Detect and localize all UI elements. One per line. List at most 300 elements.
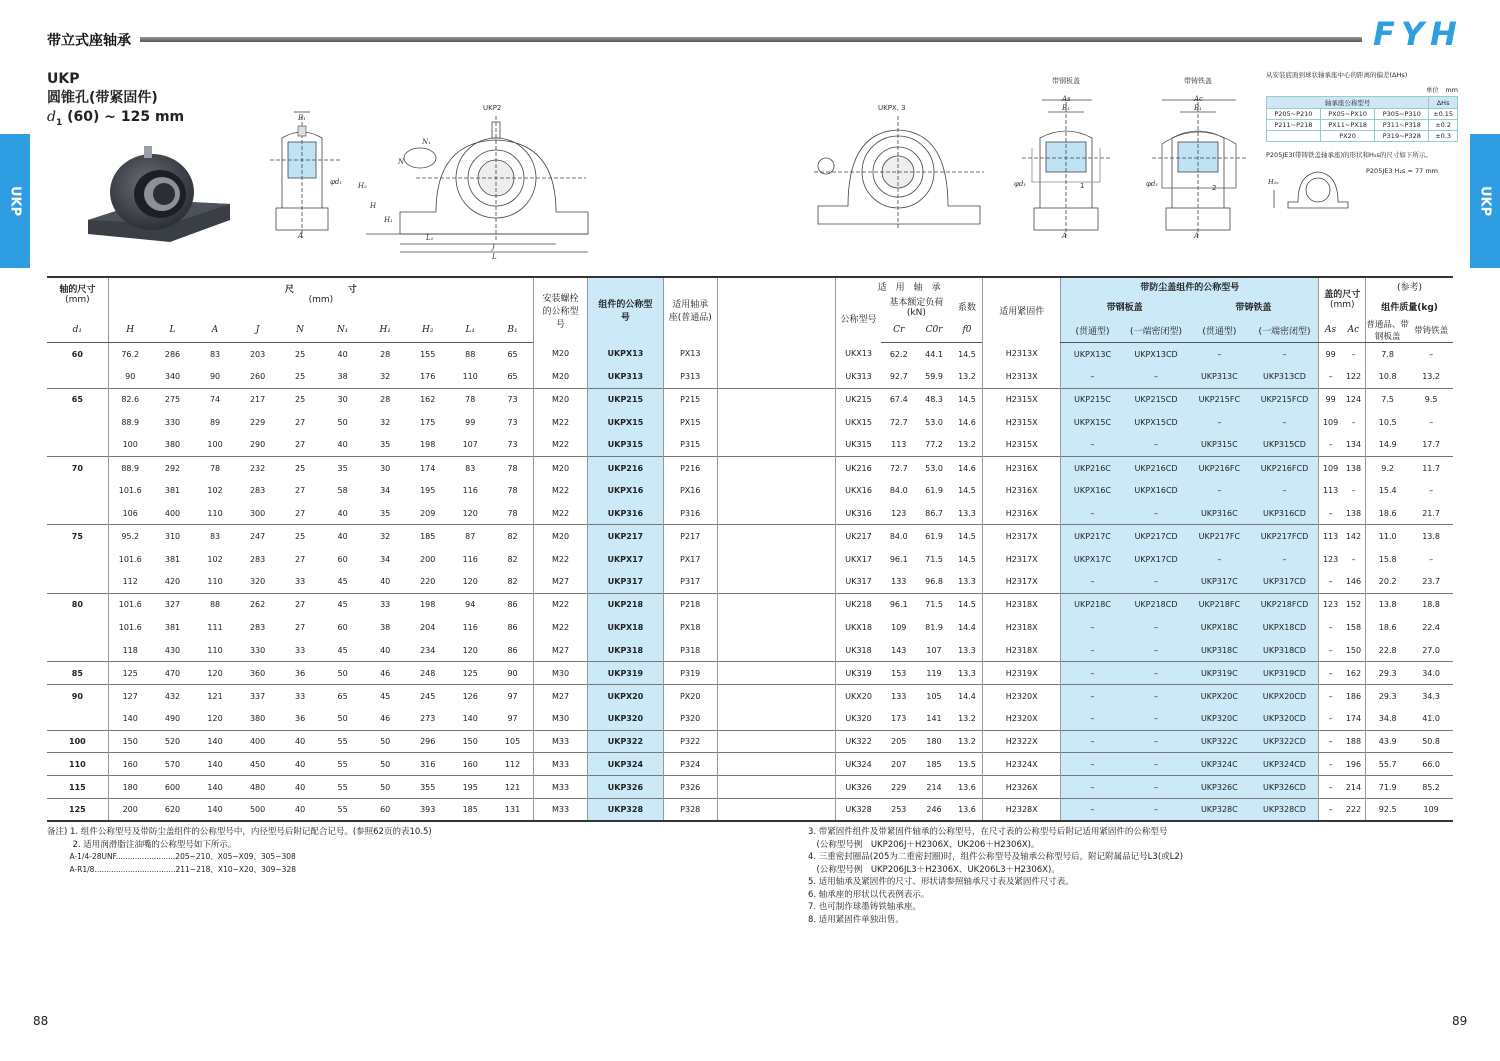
table-cell: 21.7 bbox=[1422, 508, 1440, 518]
table-cell: PX13 bbox=[663, 343, 717, 366]
table-cell: – bbox=[1250, 479, 1318, 502]
table-cell: UK315 bbox=[835, 434, 881, 457]
blank-cell bbox=[717, 434, 835, 457]
table-cell: 33 bbox=[278, 684, 322, 707]
table-cell: 58 bbox=[337, 486, 348, 496]
table-cell: 185 bbox=[448, 798, 492, 821]
table-cell: 286 bbox=[164, 349, 181, 359]
table-cell: UKPX18C bbox=[1188, 616, 1250, 639]
table-cell: H2317X bbox=[983, 525, 1061, 548]
table-cell: UKP217 bbox=[588, 525, 664, 548]
table-row bbox=[47, 662, 1453, 685]
table-cell: UKP217CD bbox=[1124, 525, 1188, 548]
table-cell: P328 bbox=[663, 798, 717, 821]
table-cell: 120 bbox=[462, 508, 478, 518]
table-cell: 13.3 bbox=[958, 577, 976, 587]
table-cell: 134 bbox=[1345, 440, 1362, 450]
blank-cell bbox=[717, 548, 835, 571]
table-cell: 13.2 bbox=[952, 730, 983, 753]
table-cell: 86 bbox=[507, 645, 518, 655]
th-mm: (mm) bbox=[65, 295, 90, 305]
table-cell: UKP324C bbox=[1188, 753, 1250, 776]
table-cell: 50.8 bbox=[1409, 730, 1453, 753]
table-cell: – bbox=[1319, 753, 1342, 776]
table-cell: 150 bbox=[108, 730, 152, 753]
table-cell: 83 bbox=[209, 349, 221, 359]
table-row bbox=[47, 343, 1453, 366]
table-cell: 88.9 bbox=[108, 456, 152, 479]
table-cell: 160 bbox=[448, 753, 492, 776]
table-cell: – bbox=[1124, 798, 1188, 821]
table-cell: UKP216C bbox=[1061, 456, 1124, 479]
table-cell: 35 bbox=[380, 508, 391, 518]
table-cell: 381 bbox=[164, 486, 181, 496]
table-cell: 25 bbox=[295, 371, 306, 381]
table-cell: 96.1 bbox=[889, 554, 908, 564]
deflection-title: 从安装底面到球状轴承座中心的距离的偏差(ΔHs) bbox=[1266, 71, 1408, 79]
table-cell: – bbox=[1319, 502, 1342, 525]
table-cell: M20 bbox=[534, 456, 588, 479]
th-coef: 系数 bbox=[957, 303, 976, 313]
table-cell: 109 bbox=[1319, 411, 1342, 434]
table-cell: P316 bbox=[663, 502, 717, 525]
table-cell: 174 bbox=[1345, 713, 1362, 723]
table-cell: H2315X bbox=[983, 434, 1061, 457]
table-cell: 125 bbox=[108, 662, 152, 685]
table-cell: 146 bbox=[1345, 577, 1362, 587]
th-sym-h2: H₂ bbox=[407, 318, 449, 343]
table-cell: UKP316 bbox=[588, 502, 664, 525]
table-cell: 78 bbox=[492, 456, 534, 479]
table-cell: 84.0 bbox=[889, 486, 908, 496]
table-cell: 84.0 bbox=[881, 525, 916, 548]
label-cast-cover: 带铸铁盖 bbox=[1184, 77, 1212, 85]
table-cell: H2326X bbox=[983, 776, 1061, 799]
deflection-note: P205JE3(带铸铁盖轴承座)的形状和H₂s的尺寸如下所示。 bbox=[1266, 151, 1432, 159]
table-cell: – bbox=[1250, 548, 1318, 571]
table-cell: 380 bbox=[164, 440, 181, 450]
table-cell: 101.6 bbox=[108, 593, 152, 616]
table-cell: 13.2 bbox=[958, 440, 976, 450]
table-cell: 50 bbox=[363, 776, 407, 799]
table-cell: 450 bbox=[237, 753, 279, 776]
table-cell: UKPX18 bbox=[588, 616, 664, 639]
table-cell: 490 bbox=[164, 713, 181, 723]
table-cell: UKPX13C bbox=[1061, 343, 1124, 366]
table-cell: 17.7 bbox=[1422, 440, 1440, 450]
table-cell: 18.6 bbox=[1366, 616, 1410, 639]
table-cell: PX20 bbox=[663, 684, 717, 707]
lbl-h2: H₂ bbox=[358, 182, 367, 190]
table-cell: M20 bbox=[534, 388, 588, 411]
table-row bbox=[47, 479, 1453, 502]
table-cell: M33 bbox=[534, 798, 588, 821]
table-cell: UKPX17C bbox=[1061, 548, 1124, 571]
table-cell: P322 bbox=[663, 730, 717, 753]
table-cell: 246 bbox=[916, 798, 951, 821]
table-cell: UKPX20 bbox=[588, 684, 664, 707]
table-cell: 41.0 bbox=[1422, 713, 1440, 723]
table-cell: – bbox=[1319, 798, 1342, 821]
table-cell: 10.5 bbox=[1366, 411, 1410, 434]
table-cell: – bbox=[1351, 417, 1356, 427]
table-row bbox=[47, 593, 1453, 616]
deflection-table bbox=[1266, 96, 1458, 142]
table-cell: 86 bbox=[492, 593, 534, 616]
table-cell: UKP215CD bbox=[1124, 388, 1188, 411]
table-cell: UKP317CD bbox=[1250, 570, 1318, 593]
table-cell: 232 bbox=[237, 456, 279, 479]
deflection-panel bbox=[1266, 70, 1458, 175]
deflection-row: P205~P210 PX05~PX10 P305~P310 ±0.15 bbox=[1267, 109, 1458, 120]
notes-left: 备注) 1. 组件公称型号及带防尘盖组件的公称型号中，内径型号后附记配合记号。(参照62页的表10.5) 2. 适用润滑脂注油嘴的公称型号如下所示。 A-1/4-28UNF.........................205~210、X05~X09、305~308 A-R1/8..................................211~218、X10~X20、309~328 bbox=[47, 827, 432, 874]
table-cell: 245 bbox=[407, 684, 449, 707]
table-cell: – bbox=[1319, 730, 1342, 753]
table-cell: – bbox=[1124, 434, 1188, 457]
table-cell: UKP324CD bbox=[1250, 753, 1318, 776]
th-dims-mm: (mm) bbox=[108, 295, 533, 318]
table-cell: 310 bbox=[152, 525, 194, 548]
table-cell: UKP317 bbox=[588, 570, 664, 593]
table-cell: 71.5 bbox=[925, 554, 943, 564]
table-cell: 140 bbox=[193, 798, 237, 821]
table-cell: 75 bbox=[47, 525, 108, 548]
table-cell: 90 bbox=[47, 684, 108, 707]
table-cell: 82 bbox=[492, 525, 534, 548]
table-cell: 40 bbox=[278, 776, 322, 799]
table-cell: UKP218FCD bbox=[1250, 593, 1318, 616]
table-cell: 118 bbox=[108, 639, 152, 662]
table-cell: 430 bbox=[164, 645, 181, 655]
th-sym-n1: N₁ bbox=[322, 318, 364, 343]
table-cell: – bbox=[1061, 707, 1124, 730]
table-cell: 65 bbox=[47, 388, 108, 411]
table-cell: 80 bbox=[47, 593, 108, 616]
table-cell: UKP319 bbox=[588, 662, 664, 685]
table-cell: 22.8 bbox=[1366, 639, 1410, 662]
table-cell: 73 bbox=[507, 440, 518, 450]
table-cell: 40 bbox=[337, 440, 348, 450]
table-cell: P218 bbox=[663, 593, 717, 616]
th-sym-f0: f0 bbox=[952, 318, 983, 343]
table-cell: UKP320 bbox=[588, 707, 664, 730]
lbl-b1-side: B₁ bbox=[298, 114, 306, 122]
table-cell: 96.1 bbox=[881, 593, 916, 616]
table-cell: H2320X bbox=[983, 684, 1061, 707]
table-cell: UKX13 bbox=[835, 343, 881, 366]
table-cell: 32 bbox=[380, 417, 391, 427]
table-cell: 23.7 bbox=[1422, 577, 1440, 587]
table-cell: 138 bbox=[1342, 456, 1366, 479]
table-cell: 120 bbox=[462, 645, 478, 655]
table-cell: – bbox=[1188, 479, 1250, 502]
table-cell: M22 bbox=[534, 411, 588, 434]
table-cell: P320 bbox=[663, 707, 717, 730]
table-cell: UKX20 bbox=[835, 684, 881, 707]
table-cell: – bbox=[1188, 548, 1250, 571]
th-through-steel: (贯通型) bbox=[1061, 318, 1124, 343]
table-cell: 14.5 bbox=[958, 486, 976, 496]
table-cell: UKP328CD bbox=[1250, 798, 1318, 821]
table-cell: – bbox=[1124, 639, 1188, 662]
table-cell: 27 bbox=[295, 508, 306, 518]
table-cell: 330 bbox=[164, 417, 181, 427]
table-cell: M22 bbox=[534, 434, 588, 457]
table-cell: P216 bbox=[663, 456, 717, 479]
th-sym-j: J bbox=[237, 318, 279, 343]
table-cell: – bbox=[1061, 639, 1124, 662]
table-cell: 88.9 bbox=[108, 411, 152, 434]
label-ukpx3: UKPX, 3 bbox=[878, 104, 906, 112]
blank-cell bbox=[717, 684, 835, 707]
table-cell: 214 bbox=[1342, 776, 1366, 799]
table-cell: 107 bbox=[462, 440, 478, 450]
table-cell: UK318 bbox=[835, 639, 881, 662]
table-cell: 70 bbox=[47, 456, 108, 479]
table-cell: 83 bbox=[448, 456, 492, 479]
table-cell: 173 bbox=[891, 713, 907, 723]
table-cell: – bbox=[1319, 365, 1342, 388]
table-cell: 160 bbox=[108, 753, 152, 776]
table-cell: UKPX13CD bbox=[1124, 343, 1188, 366]
table-cell: 65 bbox=[507, 371, 518, 381]
table-cell: UKPX17 bbox=[588, 548, 664, 571]
table-cell: 40 bbox=[337, 349, 348, 359]
table-cell: 71.5 bbox=[916, 593, 951, 616]
table-cell bbox=[47, 570, 108, 593]
table-cell: – bbox=[1061, 753, 1124, 776]
table-cell: 88 bbox=[465, 349, 476, 359]
table-cell: 20.2 bbox=[1366, 570, 1410, 593]
table-cell: 82.6 bbox=[108, 388, 152, 411]
table-cell: 140 bbox=[193, 753, 237, 776]
series-code: UKP bbox=[47, 71, 80, 87]
brand-logo: FYH bbox=[1373, 15, 1463, 53]
table-cell: 40 bbox=[322, 525, 364, 548]
table-cell: 45 bbox=[322, 593, 364, 616]
table-cell: – bbox=[1351, 486, 1356, 496]
table-cell: UKP316CD bbox=[1250, 502, 1318, 525]
section-title: 带立式座轴承 bbox=[47, 33, 131, 49]
table-cell: 185 bbox=[916, 753, 951, 776]
table-cell: UKP318C bbox=[1188, 639, 1250, 662]
table-cell: M20 bbox=[534, 525, 588, 548]
table-cell: 27 bbox=[278, 593, 322, 616]
table-cell: 14.9 bbox=[1366, 434, 1410, 457]
table-row bbox=[47, 707, 1453, 730]
table-row bbox=[47, 616, 1453, 639]
table-cell: H2324X bbox=[983, 753, 1061, 776]
deflection-unit: 单位 mm bbox=[1425, 86, 1458, 94]
blank-cell bbox=[717, 798, 835, 821]
blank-cell bbox=[717, 730, 835, 753]
table-cell: 247 bbox=[237, 525, 279, 548]
table-cell: 72.7 bbox=[889, 417, 908, 427]
table-cell: 36 bbox=[278, 662, 322, 685]
table-cell: 107 bbox=[926, 645, 942, 655]
table-cell: – bbox=[1124, 753, 1188, 776]
lbl-n2-cast: 2 bbox=[1212, 184, 1217, 192]
table-cell: 229 bbox=[249, 417, 266, 427]
table-row bbox=[47, 639, 1453, 662]
table-cell: 131 bbox=[492, 798, 534, 821]
table-cell: UKP324 bbox=[588, 753, 664, 776]
th-sym-d1: d₁ bbox=[47, 318, 108, 343]
table-cell: 86.7 bbox=[925, 508, 943, 518]
th-closed-cast: (一端密闭型) bbox=[1250, 318, 1318, 343]
table-cell: UKPX16 bbox=[588, 479, 664, 502]
table-cell: P313 bbox=[663, 365, 717, 388]
table-cell: 124 bbox=[1342, 388, 1366, 411]
deflection-row: P211~P218 PX11~PX18 P311~P318 ±0.2 bbox=[1267, 120, 1458, 131]
table-cell: P315 bbox=[663, 434, 717, 457]
table-cell: UK215 bbox=[835, 388, 881, 411]
th-sym-c0r: C0r bbox=[916, 318, 951, 343]
table-cell: 141 bbox=[926, 713, 942, 723]
table-cell: 209 bbox=[420, 508, 436, 518]
th-sym-l1: L₁ bbox=[448, 318, 492, 343]
table-cell: 34.0 bbox=[1409, 662, 1453, 685]
table-cell: 381 bbox=[164, 554, 181, 564]
table-cell: 355 bbox=[407, 776, 449, 799]
table-cell: M27 bbox=[534, 639, 588, 662]
table-cell: 34 bbox=[380, 554, 391, 564]
th-sym-l: L bbox=[152, 318, 194, 343]
table-cell bbox=[47, 434, 108, 457]
blank-cell bbox=[717, 616, 835, 639]
table-cell: 95.2 bbox=[108, 525, 152, 548]
table-cell: 119 bbox=[916, 662, 951, 685]
table-cell: UK317 bbox=[835, 570, 881, 593]
table-cell: UK316 bbox=[835, 502, 881, 525]
table-cell: UKP215FCD bbox=[1250, 388, 1318, 411]
lbl-b1-steel: B₁ bbox=[1062, 104, 1070, 112]
table-cell: 40 bbox=[278, 798, 322, 821]
table-cell: 133 bbox=[881, 684, 916, 707]
label-steel-cover: 带钢板盖 bbox=[1052, 77, 1080, 85]
table-cell: 50 bbox=[363, 753, 407, 776]
table-cell: 260 bbox=[249, 371, 266, 381]
table-cell: UKP319CD bbox=[1250, 662, 1318, 685]
table-cell: 122 bbox=[1345, 371, 1362, 381]
table-cell: 102 bbox=[207, 554, 223, 564]
table-cell: 29.3 bbox=[1366, 684, 1410, 707]
table-cell: 480 bbox=[237, 776, 279, 799]
table-cell: 13.2 bbox=[958, 371, 976, 381]
table-cell: UKP218 bbox=[588, 593, 664, 616]
table-cell: UKP313C bbox=[1188, 365, 1250, 388]
table-cell: – bbox=[1319, 570, 1342, 593]
table-cell: – bbox=[1351, 554, 1356, 564]
table-cell: 220 bbox=[420, 577, 436, 587]
table-cell: 109 bbox=[891, 622, 907, 632]
table-cell: 65 bbox=[507, 349, 518, 359]
table-cell bbox=[47, 411, 108, 434]
drawing-ukp2-front bbox=[356, 112, 592, 262]
table-cell: H2317X bbox=[983, 548, 1061, 571]
table-cell: UK218 bbox=[835, 593, 881, 616]
deflection-header-dev: ΔHs bbox=[1429, 97, 1458, 109]
series-size: $d_1$ (60) ~ 125 mm bbox=[47, 109, 185, 128]
table-cell: 11.7 bbox=[1409, 456, 1453, 479]
table-cell: 176 bbox=[420, 371, 436, 381]
table-cell: 71.9 bbox=[1366, 776, 1410, 799]
table-cell: 330 bbox=[249, 645, 266, 655]
table-cell: 113 bbox=[1319, 479, 1342, 502]
table-cell: 30 bbox=[363, 456, 407, 479]
lbl-a-cast: A bbox=[1194, 232, 1200, 240]
th-blank bbox=[717, 277, 835, 343]
table-cell: 38 bbox=[337, 371, 348, 381]
table-cell: 73 bbox=[492, 388, 534, 411]
table-cell: 32 bbox=[363, 525, 407, 548]
table-cell: UK326 bbox=[835, 776, 881, 799]
table-cell: UKPX20C bbox=[1188, 684, 1250, 707]
table-cell: UKP215 bbox=[588, 388, 664, 411]
table-cell: 13.3 bbox=[958, 645, 976, 655]
th-sym-a: A bbox=[193, 318, 237, 343]
table-cell: 14.5 bbox=[952, 525, 983, 548]
table-cell: 40 bbox=[380, 645, 391, 655]
table-cell: 14.6 bbox=[958, 417, 976, 427]
th-mass: 组件质量(kg) bbox=[1366, 295, 1453, 318]
table-cell: – bbox=[1061, 616, 1124, 639]
table-cell: 53.0 bbox=[925, 417, 943, 427]
table-cell: 109 bbox=[1409, 798, 1453, 821]
table-cell: UK324 bbox=[835, 753, 881, 776]
lbl-h1: H₁ bbox=[384, 216, 393, 224]
table-cell: – bbox=[1124, 776, 1188, 799]
table-cell: 150 bbox=[1345, 645, 1362, 655]
table-cell: 320 bbox=[249, 577, 266, 587]
table-cell: M33 bbox=[534, 776, 588, 799]
table-cell: 13.6 bbox=[952, 776, 983, 799]
table-cell: 101.6 bbox=[108, 479, 152, 502]
table-cell: P318 bbox=[663, 639, 717, 662]
table-cell: 101.6 bbox=[108, 548, 152, 571]
table-cell: 290 bbox=[249, 440, 266, 450]
table-cell: 97 bbox=[492, 684, 534, 707]
table-cell: 89 bbox=[209, 417, 221, 427]
table-cell: 292 bbox=[152, 456, 194, 479]
deflection-note-value: P205JE3 H₂s = 77 mm bbox=[1366, 167, 1439, 175]
table-cell: M22 bbox=[534, 548, 588, 571]
table-cell: – bbox=[1124, 502, 1188, 525]
table-cell: 110 bbox=[207, 645, 223, 655]
table-cell: 186 bbox=[1342, 684, 1366, 707]
table-cell: UKP313 bbox=[588, 365, 664, 388]
table-cell: 9.2 bbox=[1366, 456, 1410, 479]
table-cell: 200 bbox=[108, 798, 152, 821]
table-cell: 27.0 bbox=[1422, 645, 1440, 655]
lbl-ac: Ac bbox=[1194, 95, 1203, 103]
table-cell: UKPX16C bbox=[1061, 479, 1124, 502]
table-cell: 158 bbox=[1345, 622, 1362, 632]
table-cell: 61.9 bbox=[925, 486, 943, 496]
table-cell: 18.6 bbox=[1366, 502, 1410, 525]
table-cell: 90 bbox=[492, 662, 534, 685]
table-cell: 262 bbox=[237, 593, 279, 616]
drawing-ukpx3-front bbox=[808, 112, 988, 234]
table-cell: 214 bbox=[916, 776, 951, 799]
table-cell: 50 bbox=[337, 417, 348, 427]
table-cell: P217 bbox=[663, 525, 717, 548]
table-cell: 40 bbox=[278, 730, 322, 753]
table-cell: 15.4 bbox=[1366, 479, 1410, 502]
table-cell: UKP315 bbox=[588, 434, 664, 457]
table-cell: 116 bbox=[462, 486, 478, 496]
lbl-h: H bbox=[370, 202, 377, 210]
